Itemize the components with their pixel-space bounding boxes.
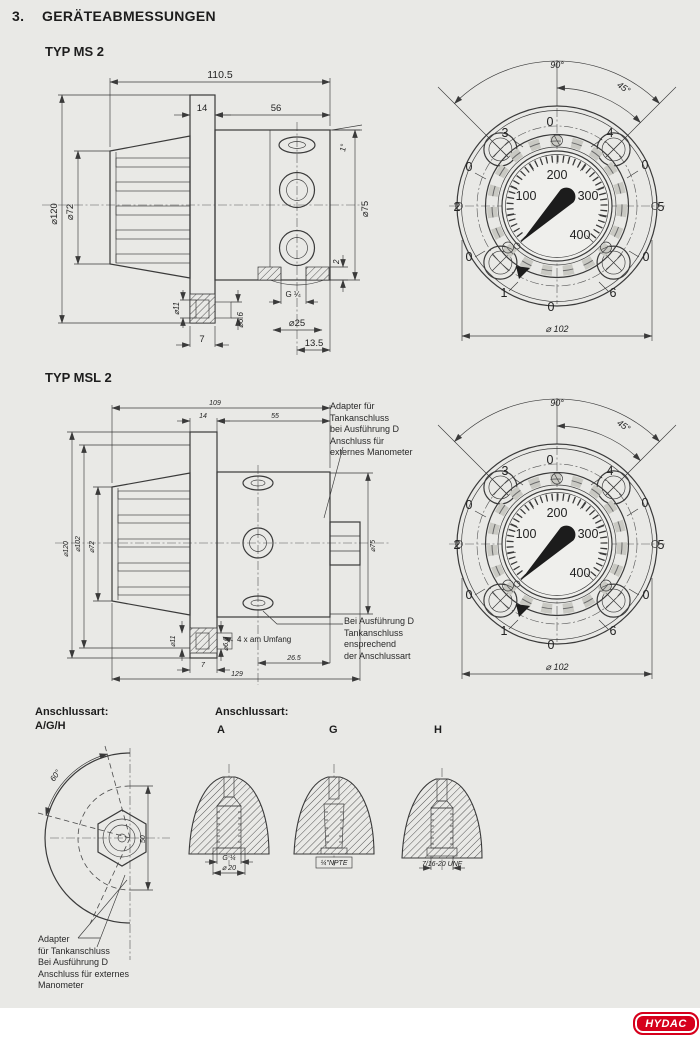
port-g-drawing	[288, 762, 380, 880]
msl2-note-top: Adapter für Tankanschluss bei Ausführung D Anschluss für externes Manometer	[330, 401, 413, 457]
dim-129: 129	[231, 671, 243, 678]
adapter-hex	[330, 522, 360, 565]
ms2-front-view-drawing	[420, 30, 700, 370]
dim-d72: ⌀72	[89, 540, 96, 554]
pos-3: 3	[501, 464, 509, 478]
pos-6: 6	[609, 286, 617, 300]
dim-d11: ⌀11	[170, 635, 177, 647]
pos-0-ll: 0	[465, 250, 473, 264]
pos-1: 1	[500, 286, 508, 300]
dim-7: 7	[199, 334, 205, 345]
adapter-note: Adapter für Tankanschluss Bei Ausführung D Anschluss für externes Manometer	[38, 934, 130, 990]
dim-45deg: 45°	[615, 79, 633, 96]
dim-d120: ⌀120	[63, 541, 70, 557]
dial-100: 100	[515, 189, 537, 203]
dim-26-5: 26.5	[287, 655, 301, 662]
pos-2: 2	[453, 200, 461, 214]
pos-0-bottom: 0	[547, 300, 555, 314]
dim-45deg: 45°	[615, 417, 633, 434]
pos-5: 5	[657, 538, 665, 552]
flange	[190, 95, 231, 323]
note-leaders	[223, 447, 343, 641]
dim-7: 7	[201, 662, 205, 669]
pos-4: 4	[606, 126, 614, 140]
msl2-note-bottom: Bei Ausführung D Tankanschluss ensprechend der Anschlussart	[344, 616, 415, 661]
dial	[502, 151, 612, 261]
dim-port-a-thread: G ¼	[222, 855, 236, 862]
dial-100: 100	[515, 527, 537, 541]
dim-2: 2	[332, 259, 341, 264]
dim-90deg: 90°	[550, 398, 564, 408]
port-h-label: H	[434, 724, 442, 736]
pos-0-ul: 0	[465, 160, 473, 174]
screw-icon	[597, 471, 630, 504]
dim-d120: ⌀120	[49, 203, 60, 225]
pos-0-top: 0	[546, 453, 554, 467]
port-g-label: G	[329, 724, 338, 736]
pos-0-ur: 0	[641, 158, 649, 172]
dim-110-5: 110.5	[207, 69, 233, 81]
dial-300: 300	[577, 189, 599, 203]
pos-0-ul: 0	[465, 498, 473, 512]
dim-d25: ⌀25	[288, 318, 306, 329]
body	[217, 472, 360, 617]
dim-d102: ⌀102	[75, 536, 82, 552]
port-h-drawing	[396, 766, 488, 884]
dim-port-a-dia: ⌀ 20	[222, 865, 236, 872]
body	[215, 130, 330, 285]
dim-d75: ⌀75	[370, 539, 377, 553]
footer-strip	[0, 1008, 700, 1038]
dim-d72: ⌀72	[65, 203, 76, 221]
dim-d66: ⌀6.6	[236, 312, 245, 328]
dial-300: 300	[577, 527, 599, 541]
port-a-label: A	[217, 724, 225, 736]
dim-14: 14	[199, 413, 207, 420]
screw-icon	[484, 471, 517, 504]
dim-d75: ⌀75	[360, 200, 371, 218]
dim-109: 109	[209, 400, 221, 407]
dial	[502, 489, 612, 599]
port-a-drawing	[183, 762, 275, 880]
screw-icon	[597, 133, 630, 166]
dim-50: 50	[140, 835, 147, 843]
dim-port-g-thread: ¼"NPTE	[320, 860, 348, 867]
ms2-side-view-drawing	[30, 64, 400, 364]
dim-56: 56	[270, 103, 282, 114]
hydac-logo: HYDAC	[633, 1012, 699, 1035]
clamp-band	[110, 136, 190, 278]
adapter-note-leader	[70, 878, 150, 942]
dial-200: 200	[546, 168, 568, 182]
note-umfang: 4 x am Umfang	[237, 635, 292, 644]
dial-400: 400	[569, 228, 591, 242]
ms2-title: TYP MS 2	[45, 44, 105, 59]
dim-60deg: 60°	[48, 768, 63, 784]
dim-g14: G ¼	[285, 290, 301, 299]
msl2-front-view-drawing	[420, 368, 700, 708]
anschlussart-left-variants: A/G/H	[35, 720, 66, 732]
pos-0-ur: 0	[641, 496, 649, 510]
pos-4: 4	[606, 464, 614, 478]
anschlussart-left-heading: Anschlussart:	[35, 706, 109, 718]
dim-1deg: 1°	[338, 143, 349, 153]
pos-2: 2	[453, 538, 461, 552]
dim-90deg: 90°	[550, 60, 564, 70]
dim-55: 55	[271, 413, 279, 420]
pos-0-bottom: 0	[547, 638, 555, 652]
dim-14: 14	[196, 103, 208, 114]
dim-d102: ⌀ 102	[545, 662, 569, 672]
msl2-title: TYP MSL 2	[45, 370, 112, 385]
drag-pointer	[516, 266, 530, 279]
pos-3: 3	[501, 126, 509, 140]
dim-d66: ⌀6.6	[223, 637, 230, 651]
dial-400: 400	[569, 566, 591, 580]
pos-0-top: 0	[546, 115, 554, 129]
page-title: GERÄTEABMESSUNGEN	[42, 8, 216, 24]
pos-0-lr: 0	[642, 588, 650, 602]
dim-d11: ⌀11	[172, 301, 181, 315]
pos-6: 6	[609, 624, 617, 638]
dim-d102: ⌀ 102	[545, 324, 569, 334]
section-number: 3.	[12, 8, 25, 24]
pos-0-ll: 0	[465, 588, 473, 602]
flange	[190, 432, 232, 658]
clamp-band	[112, 473, 190, 615]
dial-200: 200	[546, 506, 568, 520]
dim-port-h-thread: 7/16-20 UNF	[421, 861, 463, 868]
pos-5: 5	[657, 200, 665, 214]
drag-pointer	[516, 604, 530, 617]
dim-13-5: 13.5	[304, 338, 324, 349]
pos-0-lr: 0	[642, 250, 650, 264]
pos-1: 1	[500, 624, 508, 638]
screw-icon	[484, 133, 517, 166]
anschlussart-right-heading: Anschlussart:	[215, 706, 289, 718]
